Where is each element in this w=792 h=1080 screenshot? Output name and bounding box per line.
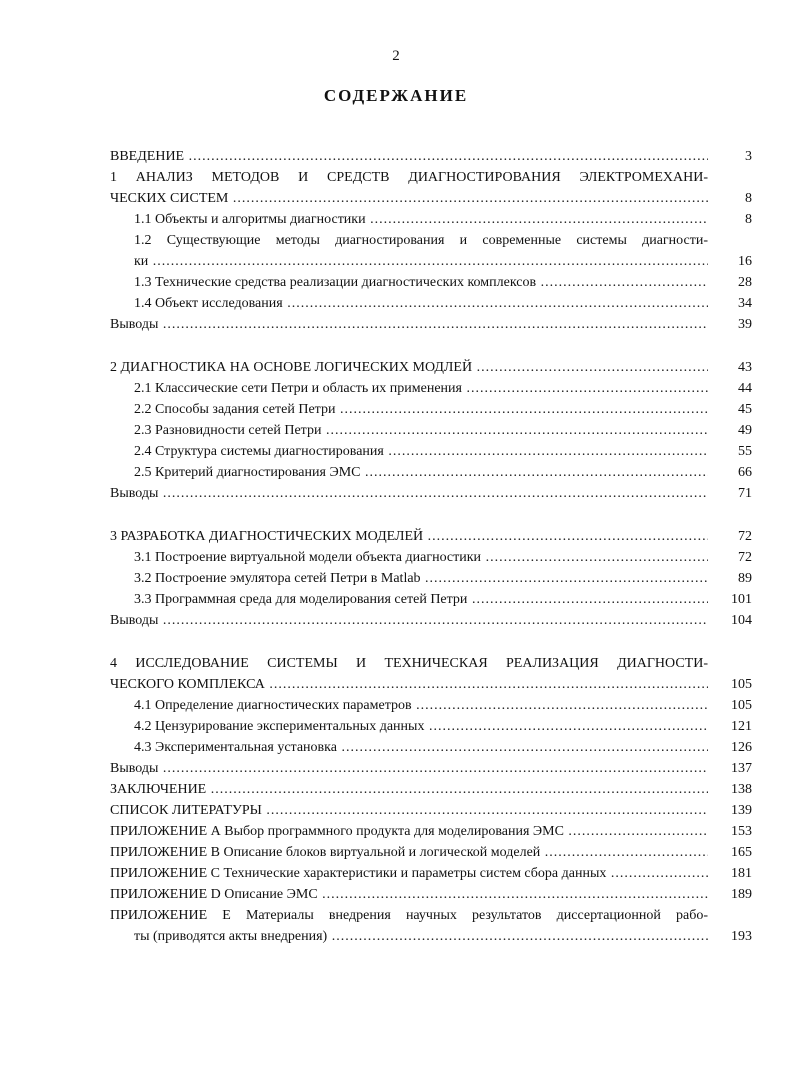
toc-section-4-1[interactable]	[110, 695, 752, 716]
toc-entry-page: 121	[731, 719, 752, 734]
toc-chapter-1[interactable]	[110, 188, 752, 209]
toc-entry-page: 55	[738, 444, 752, 459]
toc-section-2-4[interactable]	[110, 441, 752, 462]
toc-entry-page: 138	[731, 782, 752, 797]
toc-section-2-3[interactable]	[110, 420, 752, 441]
toc-chapter-3[interactable]	[110, 526, 752, 547]
toc-entry-text: ВВЕДЕНИЕ .....	[110, 146, 708, 167]
toc-entry-page: 8	[745, 212, 752, 227]
toc-entry-text: 2 ДИАГНОСТИКА НА ОСНОВЕ ЛОГИЧЕСКИХ МОДЛЕЙ .....	[110, 357, 708, 378]
table-of-contents	[110, 146, 752, 947]
toc-section-1-3[interactable]	[110, 272, 752, 293]
page-title: СОДЕРЖАНИЕ	[323, 86, 469, 105]
toc-section-4-3[interactable]	[110, 737, 752, 758]
toc-entry-text: ты (приводятся акты внедрения) .....	[110, 926, 708, 947]
toc-section-2-5[interactable]	[110, 462, 752, 483]
toc-entry-text: 3 РАЗРАБОТКА ДИАГНОСТИЧЕСКИХ МОДЕЛЕЙ .....	[110, 526, 708, 547]
toc-entry-page: 181	[731, 866, 752, 881]
toc-entry-text: ЗАКЛЮЧЕНИЕ .....	[110, 779, 708, 800]
toc-entry-text: 2.5 Критерий диагностирования ЭМС .....	[110, 462, 708, 483]
toc-section-1-4[interactable]	[110, 293, 752, 314]
toc-entry-text: 2.2 Способы задания сетей Петри .....	[110, 399, 708, 420]
toc-appendix-e-title[interactable]: ПРИЛОЖЕНИЕ Е Материалы внедрения научных результатов диссертационной рабо-	[110, 908, 708, 923]
toc-entry-text: ПРИЛОЖЕНИЕ С Технические характеристики и параметры систем сбора данных .....	[110, 863, 708, 884]
toc-entry-text: ПРИЛОЖЕНИЕ А Выбор программного продукта для моделирования ЭМС .....	[110, 821, 708, 842]
toc-references[interactable]	[110, 800, 752, 821]
toc-entry-text: 3.2 Построение эмулятора сетей Петри в Matlab .....	[110, 568, 708, 589]
toc-section-3-3[interactable]	[110, 589, 752, 610]
toc-entry-text: 3.1 Построение виртуальной модели объекта диагностики .....	[110, 547, 708, 568]
toc-entry-text: ЧЕСКОГО КОМПЛЕКСА .....	[110, 674, 708, 695]
chapter-spacer	[110, 631, 752, 653]
toc-entry-text: ПРИЛОЖЕНИЕ D Описание ЭМС .....	[110, 884, 708, 905]
toc-entry-page: 44	[738, 381, 752, 396]
toc-entry-page: 8	[745, 191, 752, 206]
toc-entry-text: ЧЕСКИХ СИСТЕМ .....	[110, 188, 708, 209]
toc-entry-text: 4.1 Определение диагностических параметров .....	[110, 695, 708, 716]
toc-entry-text: ПРИЛОЖЕНИЕ В Описание блоков виртуальной и логической моделей .....	[110, 842, 708, 863]
toc-chapter-1-title[interactable]: 1 АНАЛИЗ МЕТОДОВ И СРЕДСТВ ДИАГНОСТИРОВАНИЯ ЭЛЕКТРОМЕХАНИ-	[110, 170, 708, 185]
toc-entry-page: 49	[738, 423, 752, 438]
toc-entry-text: 2.1 Классические сети Петри и область их применения .....	[110, 378, 708, 399]
toc-entry-page: 189	[731, 887, 752, 902]
chapter-spacer	[110, 335, 752, 357]
toc-entry-page: 3	[745, 149, 752, 164]
toc-entry-text: 4.3 Экспериментальная установка .....	[110, 737, 708, 758]
toc-appendix-b[interactable]	[110, 842, 752, 863]
toc-chapter-4-title[interactable]: 4 ИССЛЕДОВАНИЕ СИСТЕМЫ И ТЕХНИЧЕСКАЯ РЕАЛИЗАЦИЯ ДИАГНОСТИ-	[110, 656, 708, 671]
chapter-spacer	[110, 504, 752, 526]
toc-section-1-2[interactable]	[110, 251, 752, 272]
toc-entry-page: 16	[738, 254, 752, 269]
toc-entry-page: 89	[738, 571, 752, 586]
toc-entry-page: 126	[731, 740, 752, 755]
toc-entry-page: 72	[738, 529, 752, 544]
toc-appendix-c[interactable]	[110, 863, 752, 884]
toc-entry-page: 105	[731, 677, 752, 692]
toc-entry-page: 139	[731, 803, 752, 818]
toc-section-2-1[interactable]	[110, 378, 752, 399]
toc-entry-text: 1.4 Объект исследования .....	[110, 293, 708, 314]
toc-entry-text: ки .....	[110, 251, 708, 272]
page-number: 2	[392, 48, 400, 64]
toc-entry-page: 137	[731, 761, 752, 776]
toc-entry-page: 165	[731, 845, 752, 860]
toc-entry-text: 2.3 Разновидности сетей Петри .....	[110, 420, 708, 441]
toc-entry-page: 71	[738, 486, 752, 501]
toc-entry-page: 105	[731, 698, 752, 713]
toc-entry-page: 153	[731, 824, 752, 839]
toc-chapter-2[interactable]	[110, 357, 752, 378]
toc-chapter-3-conclusions[interactable]	[110, 610, 752, 631]
toc-chapter-2-conclusions[interactable]	[110, 483, 752, 504]
toc-entry-text: 1.1 Объекты и алгоритмы диагностики .....	[110, 209, 708, 230]
toc-section-4-2[interactable]	[110, 716, 752, 737]
toc-entry-page: 43	[738, 360, 752, 375]
toc-entry-page: 39	[738, 317, 752, 332]
toc-entry-page: 45	[738, 402, 752, 417]
toc-entry-introduction[interactable]	[110, 146, 752, 167]
toc-entry-page: 101	[731, 592, 752, 607]
toc-entry-page: 193	[731, 929, 752, 944]
toc-entry-page: 28	[738, 275, 752, 290]
toc-entry-text: 3.3 Программная среда для моделирования сетей Петри .....	[110, 589, 708, 610]
toc-section-3-2[interactable]	[110, 568, 752, 589]
toc-entry-page: 104	[731, 613, 752, 628]
toc-chapter-1-conclusions[interactable]	[110, 314, 752, 335]
toc-section-3-1[interactable]	[110, 547, 752, 568]
toc-entry-text: Выводы .....	[110, 610, 708, 631]
toc-section-2-2[interactable]	[110, 399, 752, 420]
toc-chapter-4[interactable]	[110, 674, 752, 695]
toc-entry-text: Выводы .....	[110, 314, 708, 335]
toc-entry-text: 4.2 Цензурирование экспериментальных данных .....	[110, 716, 708, 737]
toc-appendix-a[interactable]	[110, 821, 752, 842]
toc-entry-page: 72	[738, 550, 752, 565]
toc-section-1-1[interactable]	[110, 209, 752, 230]
toc-section-1-2-title[interactable]: 1.2 Существующие методы диагностирования и современные системы диагности-	[134, 233, 708, 248]
toc-entry-text: СПИСОК ЛИТЕРАТУРЫ .....	[110, 800, 708, 821]
toc-appendix-e[interactable]	[110, 926, 752, 947]
toc-entry-text: 2.4 Структура системы диагностирования .....	[110, 441, 708, 462]
toc-chapter-4-conclusions[interactable]	[110, 758, 752, 779]
toc-entry-page: 34	[738, 296, 752, 311]
toc-entry-text: Выводы .....	[110, 483, 708, 504]
toc-entry-text: Выводы .....	[110, 758, 708, 779]
toc-appendix-d[interactable]	[110, 884, 752, 905]
toc-conclusion[interactable]	[110, 779, 752, 800]
toc-entry-page: 66	[738, 465, 752, 480]
toc-entry-text: 1.3 Технические средства реализации диагностических комплексов .....	[110, 272, 708, 293]
